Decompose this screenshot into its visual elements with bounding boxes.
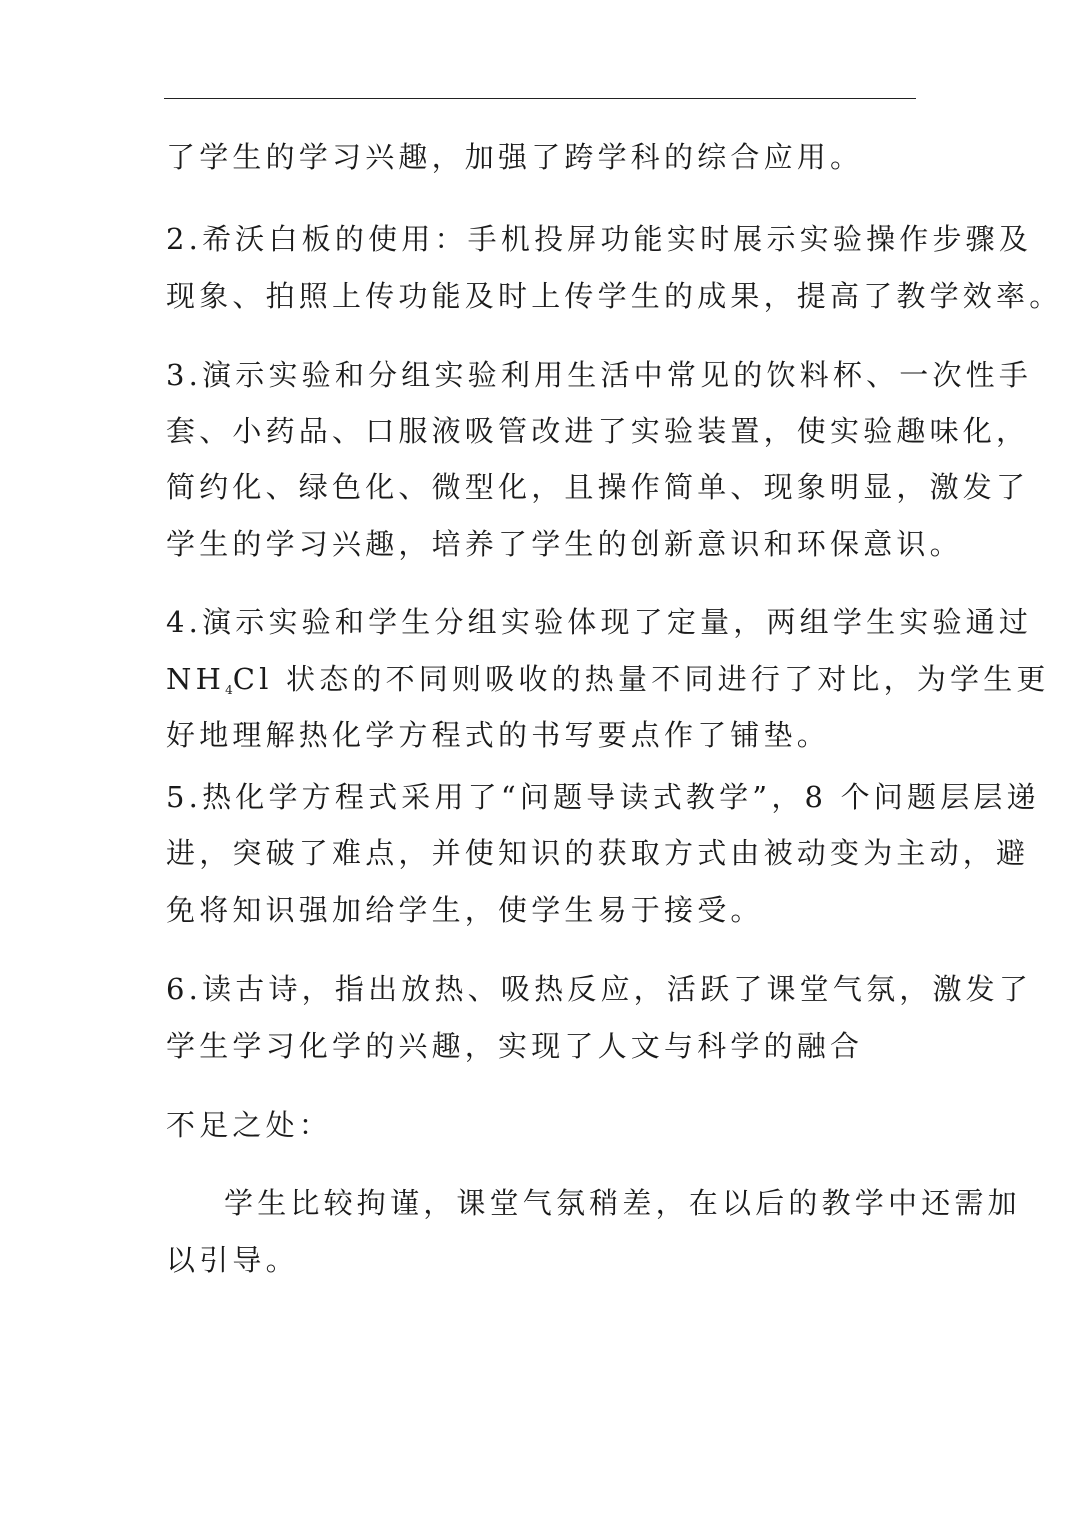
item-4-line-2 (166, 659, 1050, 699)
formula-nh: NH (166, 662, 226, 696)
item-5-line-3: 免将知识强加给学生，使学生易于接受。 (166, 893, 764, 927)
item-5-line-2: 进，突破了难点，并使知识的获取方式由被动变为主动，避 (166, 836, 1030, 870)
item-2-line-1: 2.希沃白板的使用：手机投屏功能实时展示实验操作步骤及 (166, 222, 1033, 256)
item-4-line-3: 好地理解热化学方程式的书写要点作了铺垫。 (166, 718, 831, 752)
header-rule (164, 98, 916, 99)
paragraph-line: 了学生的学习兴趣，加强了跨学科的综合应用。 (166, 140, 864, 174)
item-3-line-4: 学生的学习兴趣，培养了学生的创新意识和环保意识。 (166, 527, 963, 561)
item-3-line-2: 套、小药品、口服液吸管改进了实验装置，使实验趣味化， (166, 414, 1030, 448)
item-4-line-2-text: 状态的不同则吸收的热量不同进行了对比，为学生更 (272, 662, 1050, 696)
item-6-line-2: 学生学习化学的兴趣，实现了人文与科学的融合 (166, 1029, 864, 1063)
formula-subscript: 4 (225, 683, 233, 697)
item-2-line-2: 现象、拍照上传功能及时上传学生的成果，提高了教学效率。 (166, 279, 1063, 313)
item-3-line-3: 简约化、绿色化、微型化，且操作简单、现象明显，激发了 (166, 470, 1030, 504)
shortcomings-line-2: 以引导。 (166, 1243, 299, 1277)
shortcomings-line-1: 学生比较拘谨，课堂气氛稍差，在以后的教学中还需加 (224, 1186, 1021, 1220)
shortcomings-heading: 不足之处： (166, 1108, 333, 1142)
item-3-line-1: 3.演示实验和分组实验利用生活中常见的饮料杯、一次性手 (166, 358, 1033, 392)
formula-cl: Cl (232, 662, 273, 696)
item-6-line-1: 6.读古诗，指出放热、吸热反应，活跃了课堂气氛，激发了 (166, 972, 1033, 1006)
item-5-line-1: 5.热化学方程式采用了“问题导读式教学”，8 个问题层层递 (166, 780, 1040, 814)
item-4-line-1: 4.演示实验和学生分组实验体现了定量，两组学生实验通过 (166, 605, 1033, 639)
